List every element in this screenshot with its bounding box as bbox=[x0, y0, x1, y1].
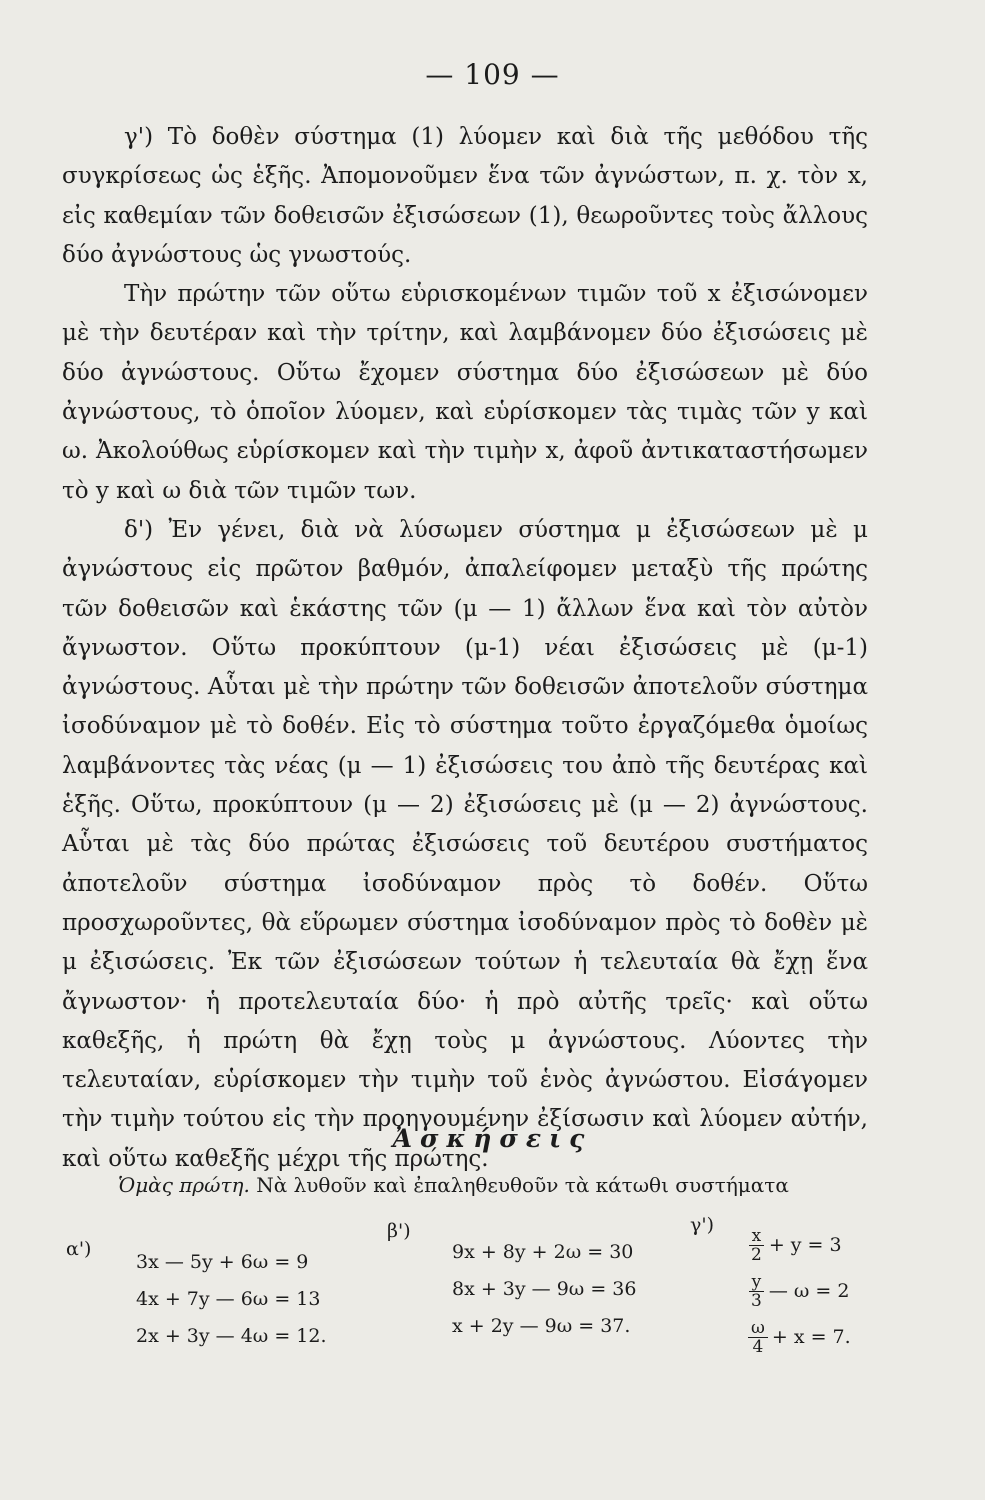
equation-remainder: — ω = 2 bbox=[768, 1279, 850, 1302]
equation: 8x + 3y — 9ω = 36 bbox=[452, 1278, 637, 1300]
paragraph-continuation: Τὴν πρώτην τῶν οὕτω εὑρισκομένων τιμῶν τοῦ x ἐξισώνομεν μὲ τὴν δευτέραν καὶ τὴν τρίτην, καὶ λαμβάνομεν δύο ἐξισώσεις μὲ δύο ἀγνώστους. Οὕτω ἔχομεν σύστημα δύο ἐξισώσεων μὲ δύο ἀγνώστους, τὸ ὁποῖον λύομεν, καὶ εὑρίσκομεν τὰς τιμὰς τῶν y καὶ ω. Ἀκολούθως εὑρίσκομεν καὶ τὴν τιμὴν x, ἀφοῦ ἀντικαταστήσωμεν τὸ y καὶ ω διὰ τῶν τιμῶν των. bbox=[62, 281, 868, 504]
system-label-a: α') bbox=[66, 1238, 92, 1260]
fraction bbox=[748, 1273, 765, 1310]
equation: x + 2y — 9ω = 37. bbox=[452, 1315, 631, 1337]
fraction-equation bbox=[748, 1314, 851, 1360]
body-text bbox=[62, 118, 868, 1179]
equation: 2x + 3y — 4ω = 12. bbox=[136, 1325, 327, 1347]
equation-remainder: + y = 3 bbox=[768, 1233, 842, 1256]
numerator: ω bbox=[748, 1319, 768, 1338]
paragraph-delta: δ') Ἐν γένει, διὰ νὰ λύσωμεν σύστημα μ ἐξισώσεων μὲ μ ἀγνώστους εἰς πρῶτον βαθμόν, ἀπαλείφομεν μεταξὺ τῆς πρώτης τῶν δοθεισῶν καὶ ἑκάστης τῶν (μ — 1) ἄλλων ἕνα καὶ τὸν αὐτὸν ἄγνωστον. Οὕτω προκύπτουν (μ-1) νέαι ἐξισώσεις μὲ (μ-1) ἀγνώστους. Αὗται μὲ τὴν πρώτην τῶν δοθεισῶν ἀποτελοῦν σύστημα ἰσοδύναμον μὲ τὸ δοθέν. Εἰς τὸ σύστημα τοῦτο ἐργαζόμεθα ὁμοίως λαμβάνοντες τὰς νέας (μ — 1) ἐξισώσεις του ἀπὸ τῆς δευτέρας καὶ ἑξῆς. Οὕτω, προκύπτουν (μ — 2) ἐξισώσεις μὲ (μ — 2) ἀγνώστους. Αὗται μὲ τὰς δύο πρώτας ἐξισώσεις τοῦ δευτέρου συστήματος ἀποτελοῦν σύστημα ἰσοδύναμον πρὸς τὸ δοθέν. Οὕτω προσχωροῦντες, θὰ εὕρωμεν σύστημα ἰσοδύναμον πρὸς τὸ δοθὲν μὲ μ ἐξισώσεις. Ἐκ τῶν ἐξισώσεων τούτων ἡ τελευταία θὰ ἔχῃ ἕνα ἄγνωστον· ἡ προτελευταία δύο· ἡ πρὸ αὐτῆς τρεῖς· καὶ οὕτω καθεξῆς, ἡ πρώτη θὰ ἔχῃ τοὺς μ ἀγνώστους. Λύοντες τὴν τελευταίαν, εὑρίσκομεν τὴν τιμὴν τοῦ ἑνὸς ἀγνώστου. Εἰσάγομεν τὴν τιμὴν τούτου εἰς τὴν προηγουμένην ἐξίσωσιν καὶ λύομεν αὐτήν, καὶ οὕτω καθεξῆς μέχρι τῆς πρώτης. bbox=[62, 516, 868, 1172]
fraction-equation bbox=[748, 1222, 851, 1268]
page-number: — 109 — bbox=[425, 58, 560, 91]
equation: 3x — 5y + 6ω = 9 bbox=[136, 1251, 309, 1273]
equation: 9x + 8y + 2ω = 30 bbox=[452, 1241, 634, 1263]
group-name: Ὁμὰς πρώτη. bbox=[118, 1173, 250, 1197]
fraction-equation bbox=[748, 1268, 851, 1314]
equation: 4x + 7y — 6ω = 13 bbox=[136, 1288, 321, 1310]
instruction-text: Νὰ λυθοῦν καὶ ἐπαληθευθοῦν τὰ κάτωθι συστήματα bbox=[256, 1173, 789, 1197]
paragraph-gamma: γ') Τὸ δοθὲν σύστημα (1) λύομεν καὶ διὰ τῆς μεθόδου τῆς συγκρίσεως ὡς ἑξῆς. Ἀπομονοῦμεν ἕνα τῶν ἀγνώστων, π. χ. τὸν x, εἰς καθεμίαν τῶν δοθεισῶν ἐξισώσεων (1), θεωροῦντες τοὺς ἄλλους δύο ἀγνώστους ὡς γνωστούς. bbox=[62, 124, 868, 268]
numerator: x bbox=[749, 1227, 765, 1246]
numerator: y bbox=[749, 1273, 765, 1292]
denominator: 2 bbox=[751, 1244, 762, 1265]
equation-system-b bbox=[452, 1234, 636, 1345]
denominator: 3 bbox=[751, 1290, 762, 1311]
fraction bbox=[748, 1227, 765, 1264]
equation-system-c bbox=[748, 1222, 851, 1360]
equation-remainder: + x = 7. bbox=[771, 1325, 851, 1348]
system-label-b: β') bbox=[387, 1220, 411, 1242]
system-label-c: γ') bbox=[690, 1214, 714, 1236]
exercises-heading: Ἀσκήσεις bbox=[392, 1124, 593, 1153]
denominator: 4 bbox=[752, 1336, 764, 1357]
exercise-instruction bbox=[118, 1170, 878, 1200]
equation-system-a bbox=[136, 1244, 327, 1355]
fraction bbox=[748, 1319, 768, 1356]
